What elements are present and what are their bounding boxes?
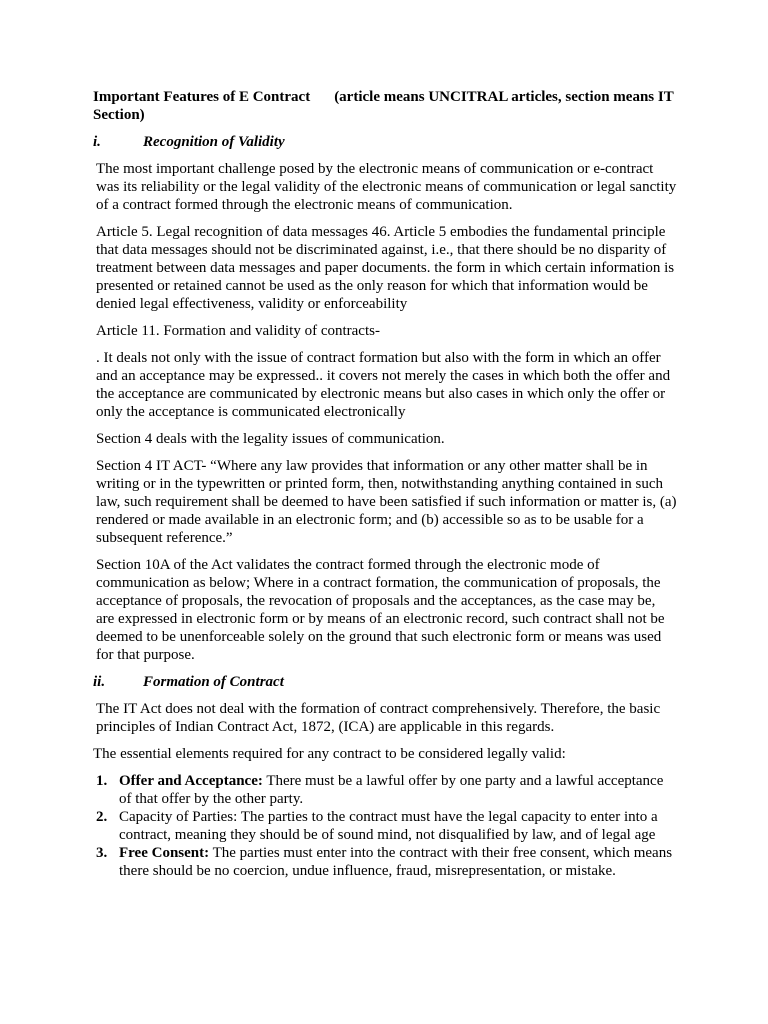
- section-heading-formation: [93, 673, 677, 691]
- list-item: [93, 772, 677, 808]
- paragraph: Section 10A of the Act validates the contract formed through the electronic mode of communication as below; Where in a contract formation, the communication of proposals, the acceptance of proposals, the revocation of proposals and the acceptances, as the case may be, are expressed in electronic form or by means of an electronic record, such contract shall not be deemed to be unenforceable solely on the ground that such electronic form or means was used for that purpose.: [96, 557, 665, 663]
- list-item-body: [119, 808, 677, 844]
- paragraph: Section 4 deals with the legality issues of communication.: [96, 431, 445, 447]
- list-item-label: Free Consent:: [119, 845, 210, 861]
- document-title: [93, 88, 677, 124]
- section-heading-text: Recognition of Validity: [143, 134, 285, 150]
- list-marker: 1.: [96, 773, 108, 789]
- list-item-body: [119, 844, 677, 880]
- title-main: Important Features of E Contract: [93, 89, 311, 105]
- title-note: (article means UNCITRAL articles, section means IT Section): [93, 89, 674, 123]
- essential-elements-list: [93, 772, 677, 880]
- section-heading-text: Formation of Contract: [143, 674, 284, 690]
- list-item: [93, 844, 677, 880]
- section-number: ii.: [93, 674, 106, 690]
- list-item-text: The parties must enter into the contract with their free consent, which means there should be no coercion, undue influence, fraud, misrepresentation, or mistake.: [119, 845, 673, 879]
- paragraph: Article 11. Formation and validity of contracts-: [96, 323, 380, 339]
- document-page: [93, 88, 677, 880]
- list-item: [93, 808, 677, 844]
- section-number: i.: [93, 134, 101, 150]
- paragraph: Article 5. Legal recognition of data messages 46. Article 5 embodies the fundamental principle that data messages should not be discriminated against, i.e., that there should be no disparity of treatment between data messages and paper documents. the form in which certain information is presented or retained cannot be used as the only reason for which that information would be denied legal effectiveness, validity or enforceability: [96, 224, 675, 312]
- list-intro: The essential elements required for any contract to be considered legally valid:: [93, 746, 566, 762]
- list-marker: 2.: [96, 809, 108, 825]
- paragraph: The IT Act does not deal with the formation of contract comprehensively. Therefore, the basic principles of Indian Contract Act, 1872, (ICA) are applicable in this regards.: [96, 701, 661, 735]
- list-item-body: [119, 772, 677, 808]
- list-item-label: Offer and Acceptance:: [119, 773, 263, 789]
- list-item-text: Capacity of Parties: The parties to the contract must have the legal capacity to enter into a contract, meaning they should be of sound mind, not disqualified by law, and of legal age: [119, 809, 658, 843]
- list-marker: 3.: [96, 845, 108, 861]
- section-heading-recognition: [93, 133, 677, 151]
- paragraph: . It deals not only with the issue of contract formation but also with the form in which an offer and an acceptance may be expressed.. it covers not merely the cases in which both the offer and the acceptance are communicated by electronic means but also cases in which only the offer or only the acceptance is communicated electronically: [96, 350, 671, 420]
- list-item-text: There must be a lawful offer by one party and a lawful acceptance of that offer by the other party.: [119, 773, 664, 807]
- paragraph: The most important challenge posed by the electronic means of communication or e-contract was its reliability or the legal validity of the electronic means of communication or legal sanctity of a contract formed through the electronic means of communication.: [96, 161, 677, 213]
- paragraph: Section 4 IT ACT- “Where any law provides that information or any other matter shall be in writing or in the typewritten or printed form, then, notwithstanding anything contained in such law, such requirement shall be deemed to have been satisfied if such information or matter is, (a) rendered or made available in an electronic form; and (b) accessible so as to be usable for a subsequent reference.”: [96, 458, 677, 546]
